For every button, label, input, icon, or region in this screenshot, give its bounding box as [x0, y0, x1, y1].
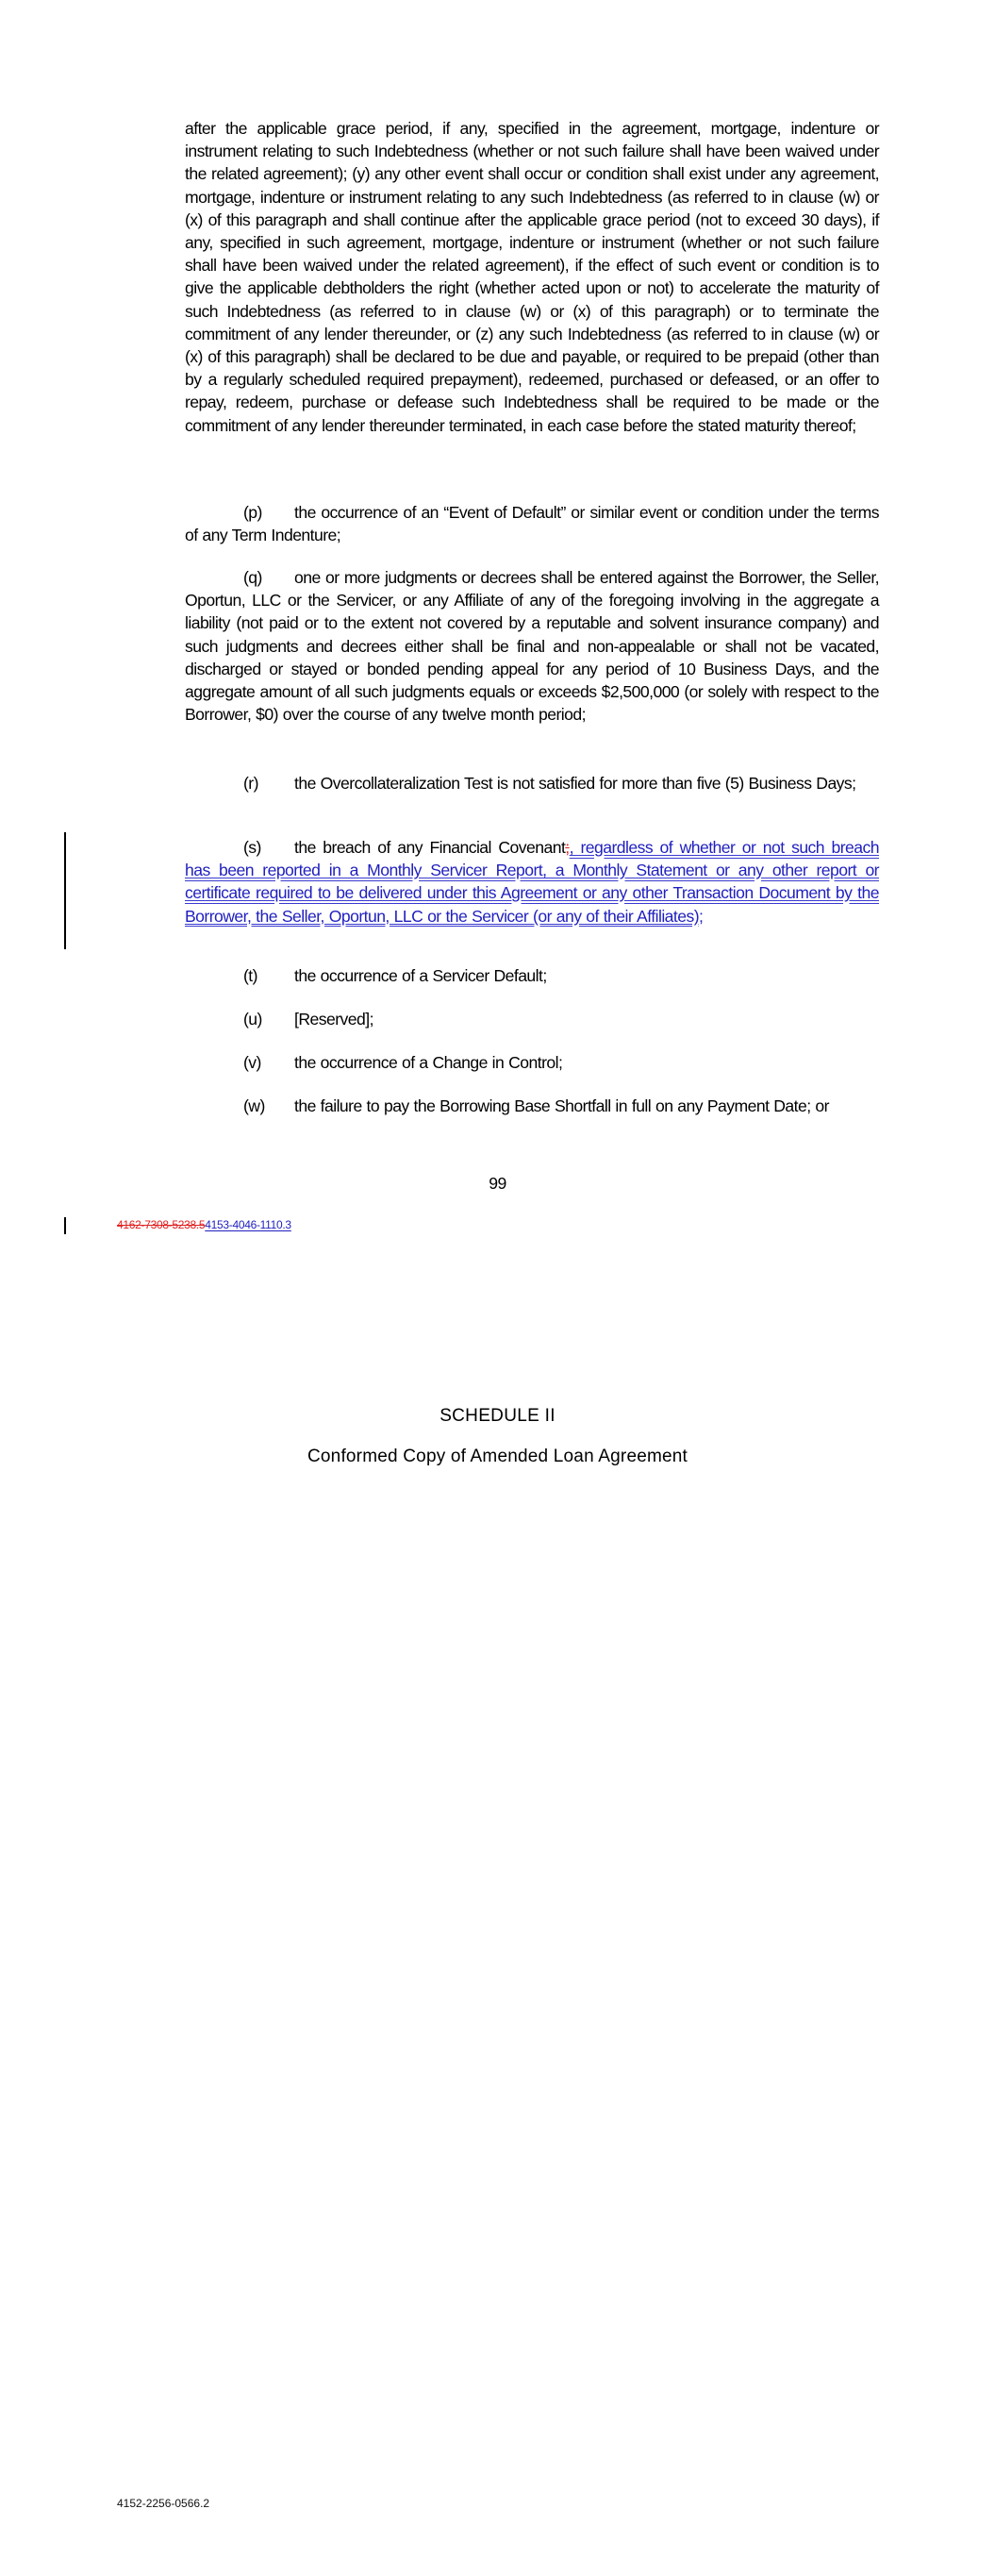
clause-p	[185, 501, 879, 546]
deleted-doc-id: 4162-7308-5238.5	[117, 1218, 206, 1231]
clause-q	[185, 566, 879, 726]
deleted-text: ;	[565, 838, 570, 857]
clause-text: the breach of any Financial Covenant	[294, 838, 566, 857]
schedule-subtitle: Conformed Copy of Amended Loan Agreement	[307, 1447, 688, 1466]
continuation-paragraph-block	[185, 117, 879, 437]
clause-text: one or more judgments or decrees shall be entered against the Borrower, the Seller, Oportun, LLC or the Servicer, or any Affiliate of any of the foregoing involving in the aggregate a liability (not paid or to the extent not covered by a reputable and solvent insurance company) and such judgments and decrees either shall be final and non-appealable or shall not be vacated, discharged or stayed or bonded pending appeal for any period of 10 Business Days, and the aggregate amount of all such judgments equals or exceeds $2,500,000 (or solely with respect to the Borrower, $0) over the course of any twelve month period;	[185, 568, 879, 725]
clause-s	[185, 836, 879, 928]
clause-v	[185, 1051, 879, 1074]
clause-label: (r)	[243, 774, 258, 793]
clause-text: the failure to pay the Borrowing Base Shortfall in full on any Payment Date; or	[294, 1096, 829, 1115]
continuation-paragraph: after the applicable grace period, if any, specified in the agreement, mortgage, indenture or instrument relating to such Indebtedness (whether or not such failure shall have been waived under the related agreement); (y) any other event shall occur or condition shall exist under any agreement, mortgage, indenture or instrument relating to any such Indebtedness (as referred to in clause (w) or (x) of this paragraph and shall continue after the applicable grace period (not to exceed 30 days), if any, specified in such agreement, mortgage, indenture or instrument (whether or not such failure shall have been waived under the related agreement), if the effect of such event or condition is to give the applicable debtholders the right (whether acted upon or not) to accelerate the maturity of such Indebtedness (as referred to in clause (w) or (x) of this paragraph) or to terminate the commitment of any lender thereunder, or (z) any such Indebtedness (as referred to in clause (w) or (x) of this paragraph) shall be declared to be due and payable, or required to be prepaid (other than by a regularly scheduled required prepayment), redeemed, purchased or defeased, or an offer to repay, redeem, purchase or defease such Indebtedness shall be required to be made or the commitment of any lender thereunder terminated, in each case before the stated maturity thereof;	[185, 119, 879, 435]
clause-r	[185, 772, 879, 795]
clause-text: the occurrence of a Servicer Default;	[294, 966, 547, 985]
clause-label: (s)	[243, 838, 261, 857]
clause-text: the Overcollateralization Test is not satisfied for more than five (5) Business Days;	[294, 774, 856, 793]
inserted-doc-id: 4153-4046-1110.3	[205, 1218, 291, 1231]
clause-label: (t)	[243, 966, 257, 985]
clause-w	[185, 1095, 879, 1117]
clause-text: the occurrence of a Change in Control;	[294, 1053, 563, 1072]
page-number: 99	[489, 1174, 506, 1193]
schedule-title: SCHEDULE II	[439, 1406, 556, 1426]
clause-label: (p)	[243, 503, 262, 522]
change-bar	[64, 1217, 66, 1234]
clause-label: (v)	[243, 1053, 261, 1072]
change-bar	[64, 832, 66, 949]
clause-u	[185, 1008, 879, 1030]
document-id-revised	[117, 1218, 291, 1231]
clause-text: the occurrence of an “Event of Default” or similar event or condition under the terms of any Term Indenture;	[185, 503, 879, 545]
clause-label: (w)	[243, 1096, 265, 1115]
clause-t	[185, 964, 879, 987]
footer-document-id: 4152-2256-0566.2	[117, 2497, 210, 2510]
clause-label: (q)	[243, 568, 262, 587]
clause-label: (u)	[243, 1010, 262, 1029]
inserted-text: , regardless of whether or not such breach has been reported in a Monthly Servicer Report, a Monthly Statement or any other report or certificate required to be delivered under this Agreement or any other Transaction Document by the Borrower, the Seller, Oportun, LLC or the Servicer (or any of their Affiliates);	[185, 838, 879, 926]
clause-text: [Reserved];	[294, 1010, 373, 1029]
